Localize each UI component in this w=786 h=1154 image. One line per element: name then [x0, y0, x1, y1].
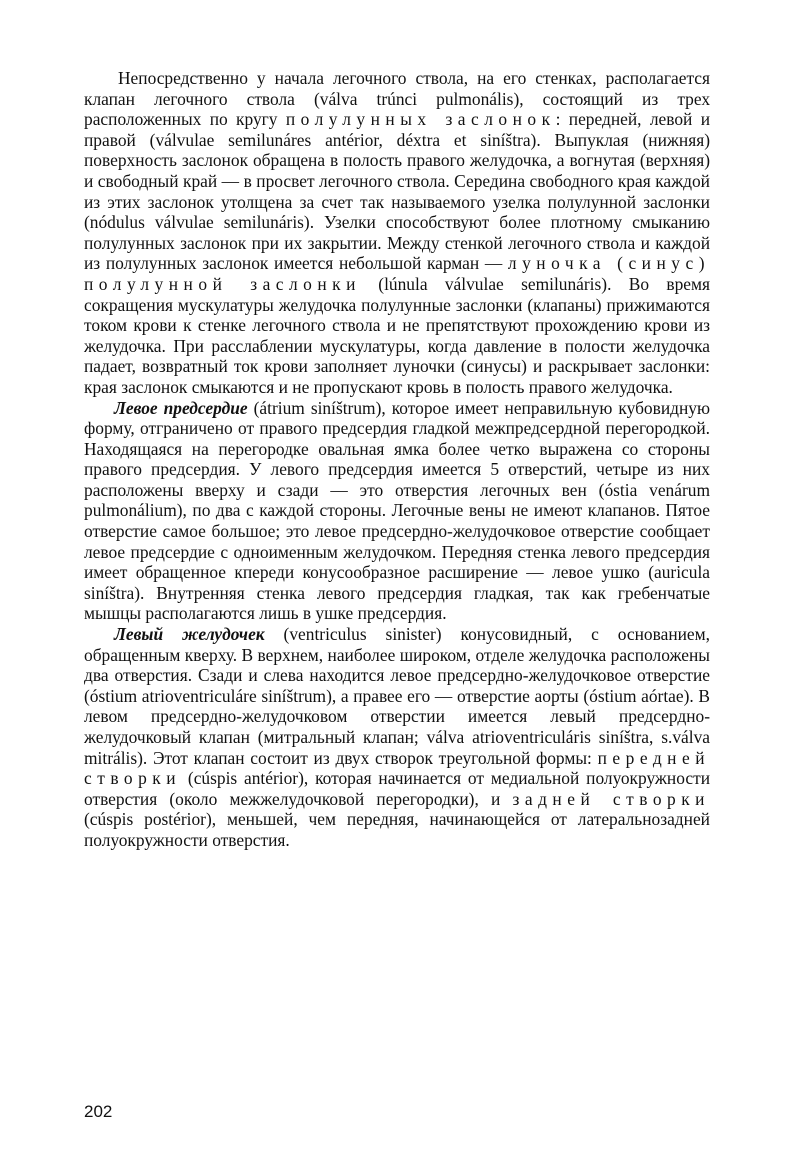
- bold-term: клапан легочного ствола: [84, 88, 295, 109]
- spaced-term: луночка (синус) полулунной заслонки: [84, 253, 710, 294]
- bold-term: ventriculus sinister: [289, 624, 436, 645]
- text-run: ), которое имеет неправильную кубовидную форму, отграничено от правого предсердия гладкой межпредсердной перегородкой. Находящаяся на перегородке овальная ямка более четко выражена со стороны правого предсердия. У левого предсердия имеется 5 отверстий, четыре из них расположены вверху и сзади — это: [84, 397, 710, 500]
- text-run: (: [247, 397, 260, 418]
- bold-term: узелка полулунной заслонки: [492, 191, 710, 212]
- section-heading: Левое предсердие: [114, 397, 248, 418]
- bold-term: átrium siníštrum: [259, 397, 376, 418]
- spaced-term: задней створки: [512, 788, 710, 809]
- text-run: (válva trúnci pulmonális), состоящий из трех расположенных по кругу: [84, 88, 711, 130]
- spaced-term: полулунных заслонок: [285, 109, 556, 130]
- text-run: (lúnula válvulae semilunáris). Во время сокращения мускулатуры желудочка полулунные заслонки (клапаны) прижимаются током крови к стенке легочного ствола и не препятствуют прохождению крови из желудочка. При расслаблении мускулатуры, когда давление в полости желудочка падает, возвратный ток крови заполняет луночки (синусы) и раскрывает заслонки: края заслонок смыкаются и не пропускают кровь в полость правого желудочка.: [84, 273, 710, 397]
- paragraph-left-atrium: [84, 398, 710, 625]
- bold-term: отверстия легочных вен: [395, 479, 587, 500]
- text-run: (cúspis postérior), меньшей, чем передняя, начинающейся от латеральнозадней полуокружности отверстия.: [84, 809, 710, 850]
- text-run: (óstium aórtae). В левом предсердно-желудочковом отверстии имеется: [84, 685, 710, 727]
- text-run: (auricula siníštra). Внутренняя стенка левого предсердия гладкая, так как гребенчатые мышцы располагаются лишь в ушке предсердия.: [84, 562, 711, 624]
- section-heading: Левый желудочек: [114, 624, 265, 645]
- text-run: ) конусовидный, с основанием, обращенным кверху. В верхнем, наиболее широком, отделе желудочка расположены два отверстия. Сзади и слева находится: [84, 624, 710, 686]
- text-run: (óstia venárum pulmonálium), по два с каждой стороны. Легочные вены не имеют клапанов. Пятое отверстие самое большое; это: [84, 479, 710, 542]
- text-run: (: [264, 624, 290, 645]
- text-run: (nódulus válvulae semilunáris). Узелки способствуют более плотному смыканию полулунных заслонок при их закрытии. Между стенкой легочного ствола и каждой из полулунных заслонок имеется небольшой карман —: [84, 212, 710, 274]
- text-run: (cúspis antérior), которая начинается от медиальной полуокружности отверстия (около межжелудочковой перегородки), и: [84, 768, 710, 809]
- text-run: (óstium atrioventriculáre siníštrum), а правее его —: [84, 685, 457, 706]
- text-run: сообщает левое предсердие с одноименным желудочком. Передняя стенка левого предсердия имеет обращенное кпереди конусообразное расширение —: [84, 521, 710, 583]
- text-run: (митральный клапан; válva atrioventriculáris siníštra, s.válva mitrális). Этот клапан состоит из двух створок треугольной формы:: [84, 727, 710, 768]
- text-column: [84, 68, 710, 851]
- bold-term: левое предсердно-желудочковое отверстие: [315, 521, 634, 542]
- text-run: Непосредственно у начала легочного ствола, на его стенках, располагается: [118, 68, 710, 88]
- paragraph-left-ventricle: [84, 624, 710, 851]
- paragraph-pulmonary-valve: [84, 68, 710, 398]
- bold-term: левое ушко: [552, 562, 640, 583]
- bold-term: отверстие аорты: [456, 685, 579, 706]
- page-number: 202: [84, 1102, 113, 1121]
- bold-term: левое предсердно-желудочковое отверстие: [390, 665, 710, 686]
- text-run: : передней, левой и правой (válvulae semilunáres antérior, déxtra et siníštra). Выпуклая (нижняя) поверхность заслонок обращена в полость правого желудочка, а вогнутая (верхняя) и свободный край — в просвет легочного ствола. Середина свободного края каждой из этих заслонок утолщена за счет так называемого: [84, 109, 710, 212]
- spaced-term: передней створки: [84, 747, 710, 789]
- bold-term: левый предсердно-желудочковый клапан: [84, 706, 711, 747]
